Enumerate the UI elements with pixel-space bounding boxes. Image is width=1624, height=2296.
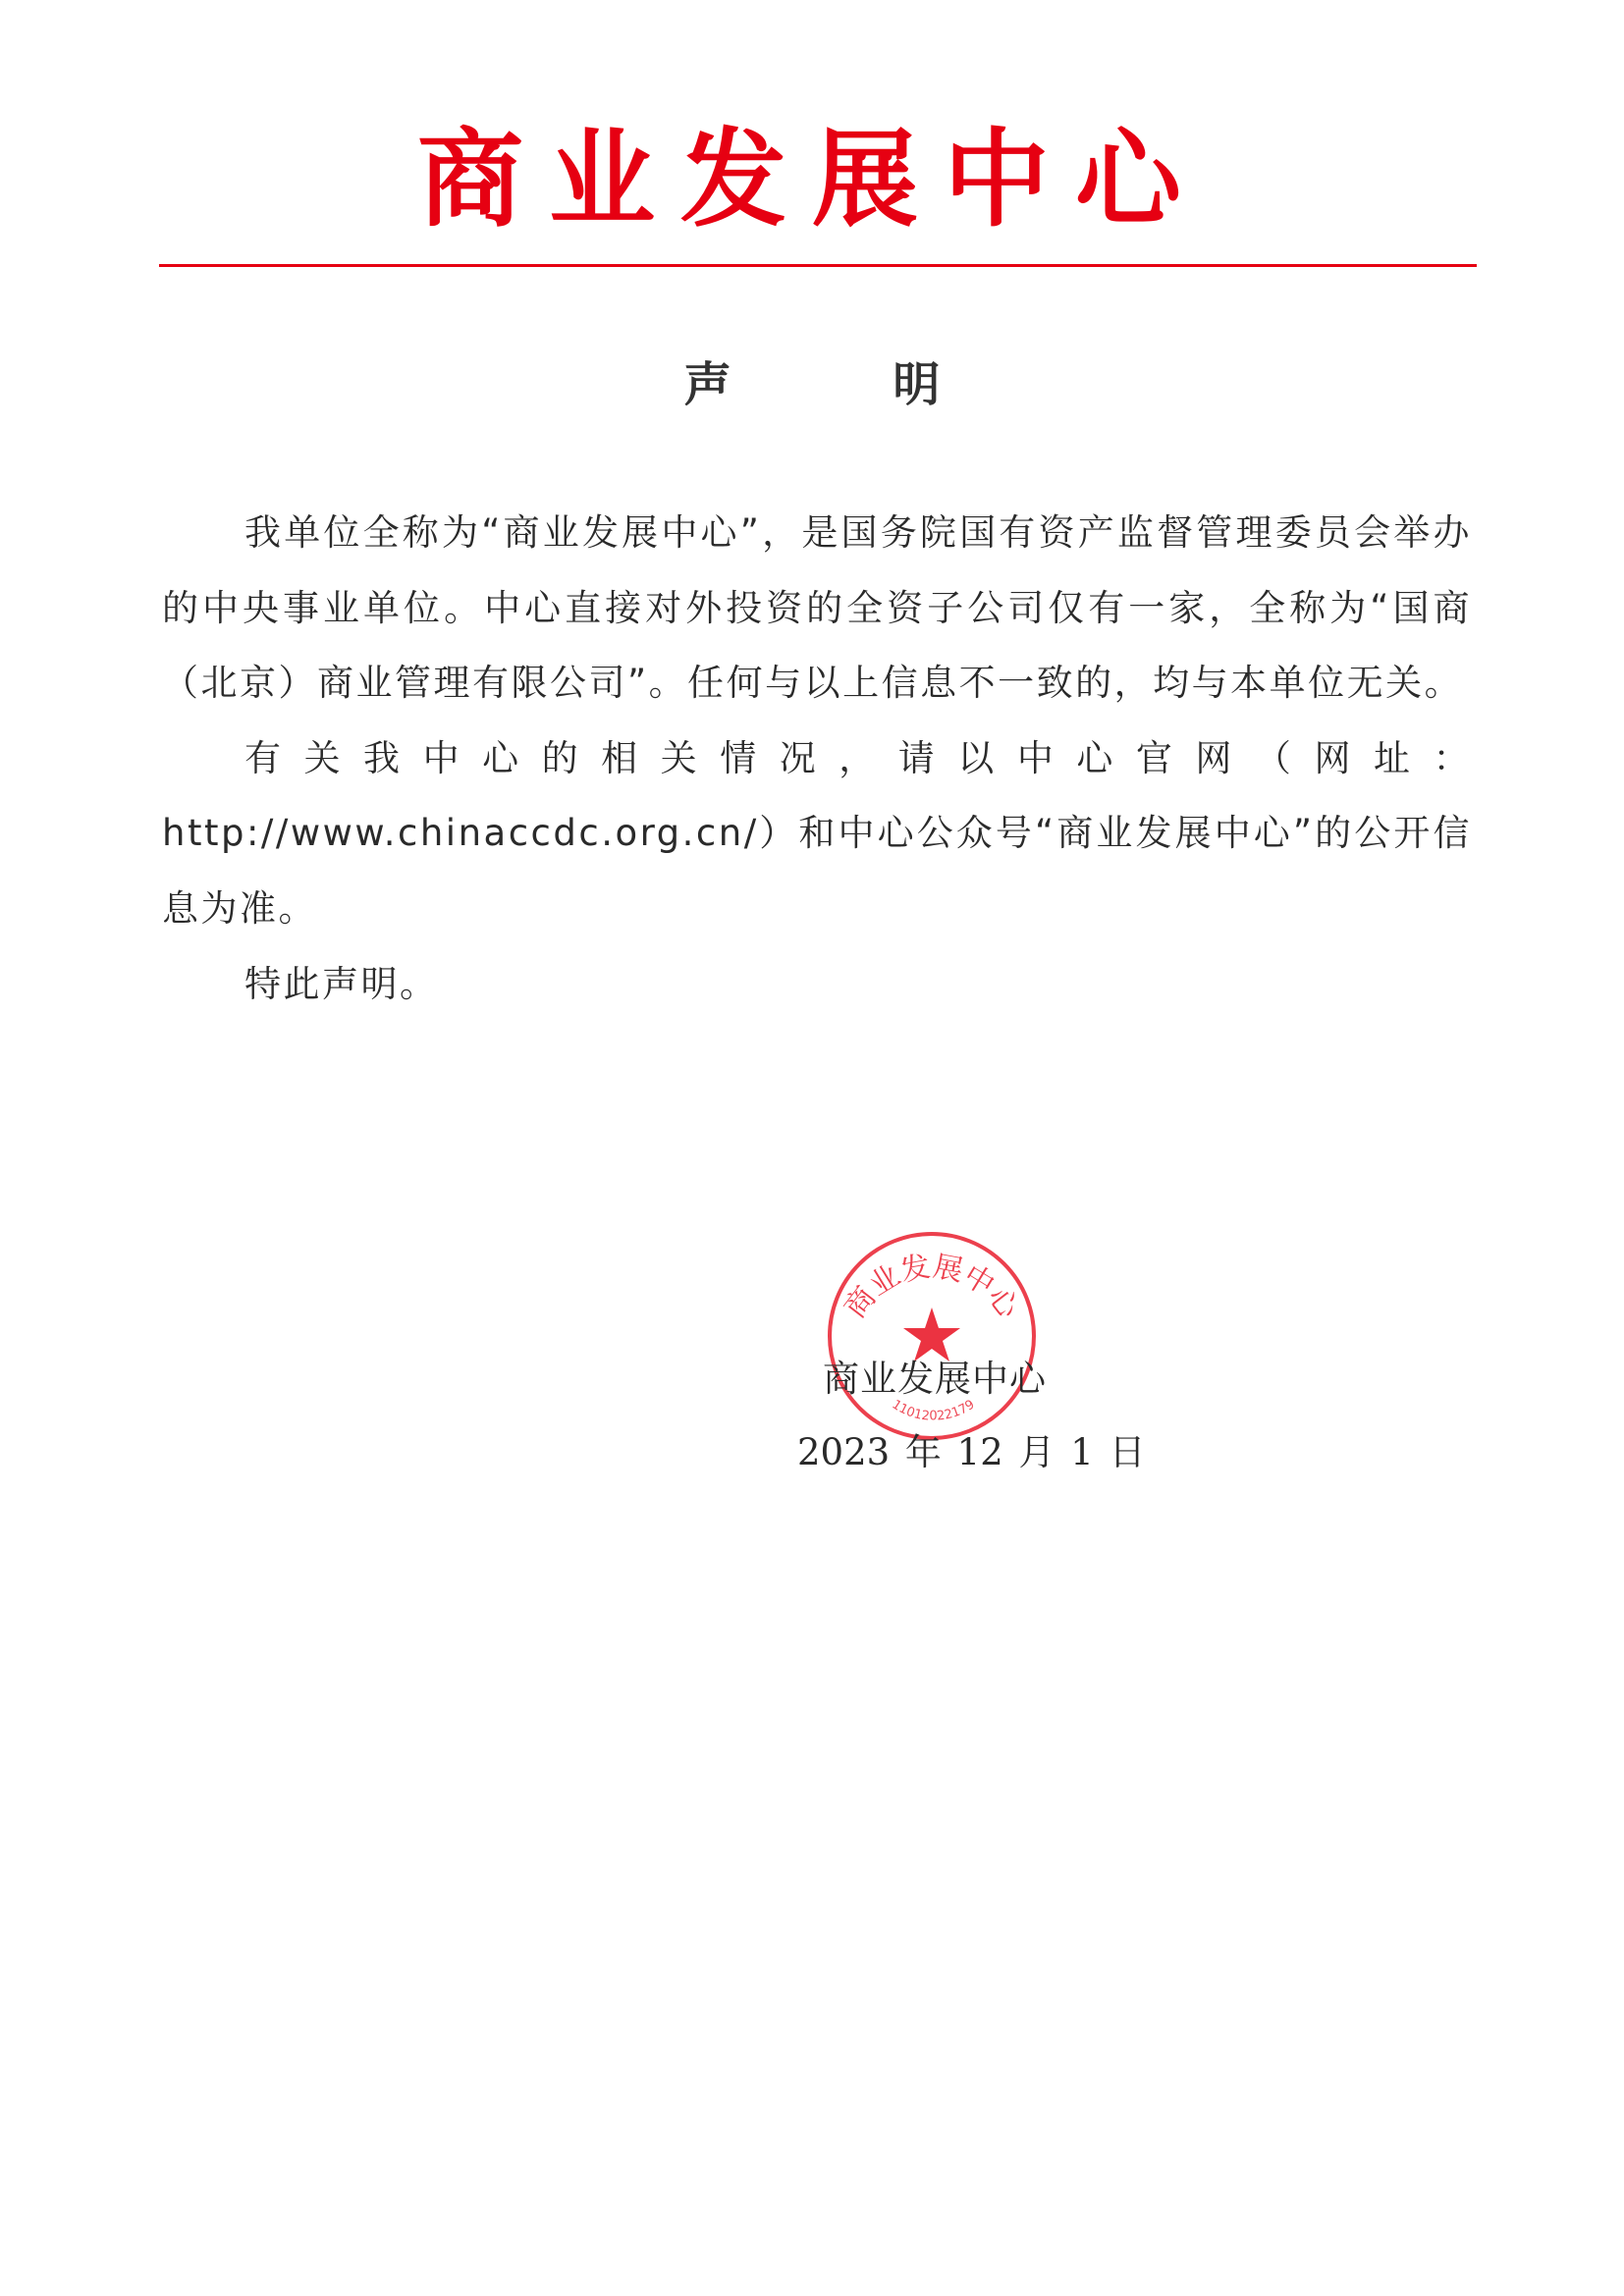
signature-org: 商业发展中心 xyxy=(823,1358,1047,1400)
official-seal xyxy=(823,1227,1041,1445)
paragraph-1: 我单位全称为“商业发展中心”，是国务院国有资产监督管理委员会举办的中央事业单位。中心直接对外投资的全资子公司仅有一家，全称为“国商（北京）商业管理有限公司”。任何与以上信息不一致的，均与本单位无关。 xyxy=(162,511,1472,705)
paragraph-2: 有关我中心的相关情况，请以中心官网（网址：http://www.chinaccdc.org.cn/）和中心公众号“商业发展中心”的公开信息为准。 xyxy=(162,736,1472,930)
document-body xyxy=(162,496,1472,1022)
letterhead-divider xyxy=(159,264,1477,267)
star-icon xyxy=(903,1308,960,1362)
paragraph-3: 特此声明。 xyxy=(244,962,439,1005)
document-title: 声 明 xyxy=(683,357,1013,412)
signature-date: 2023 年 12 月 1 日 xyxy=(797,1431,1146,1473)
seal-text: 商业发展中心 xyxy=(838,1249,1026,1325)
letterhead-title: 商业发展中心 xyxy=(416,118,1207,241)
seal-number: 11012022179 xyxy=(889,1397,978,1424)
